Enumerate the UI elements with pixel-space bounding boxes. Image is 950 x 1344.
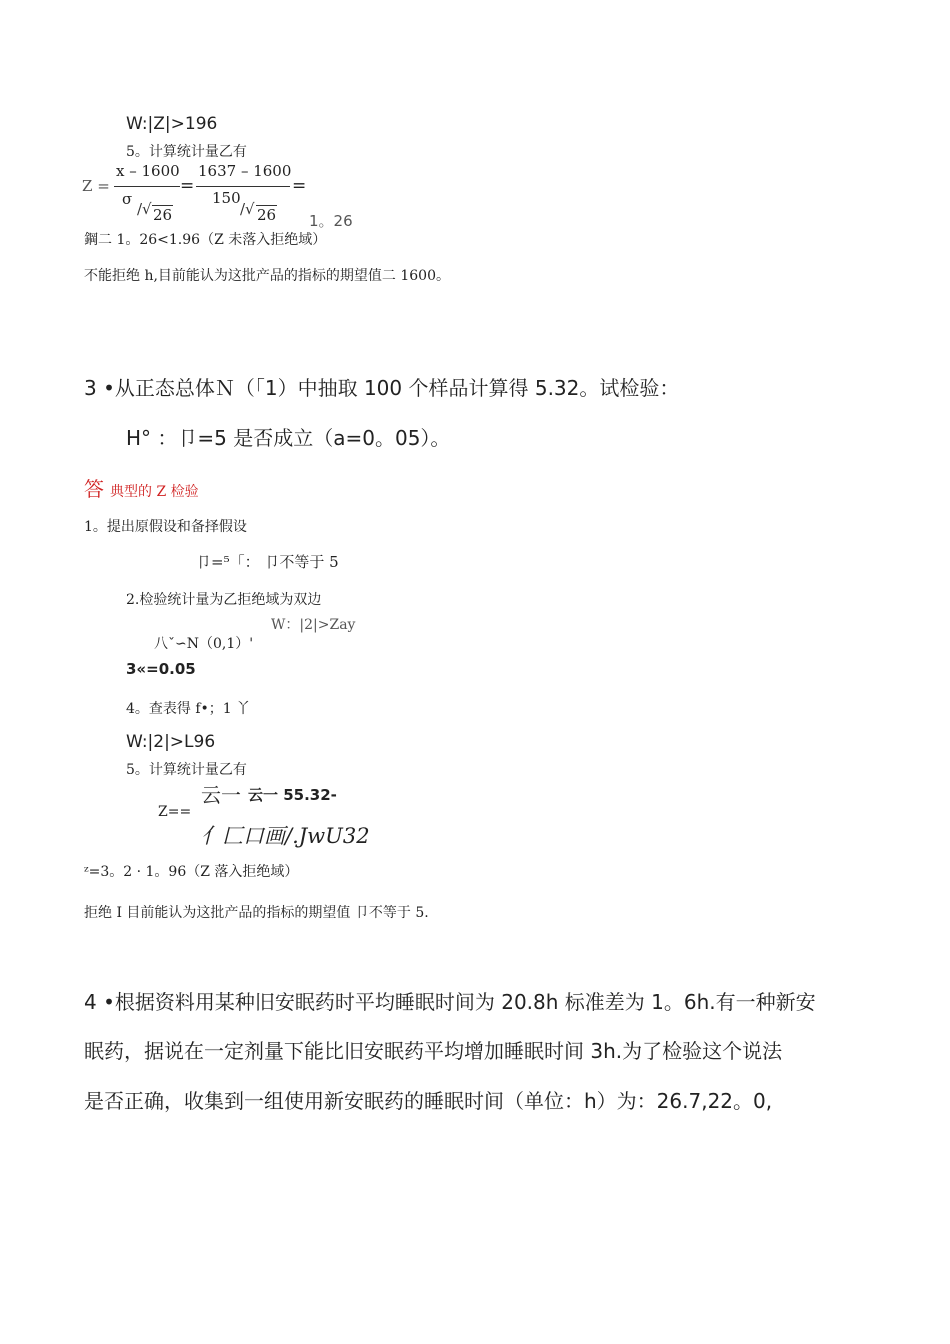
step-5-label-q3: 5。计算统计量乙有 xyxy=(126,762,247,778)
distribution-line: 八ˇ∽N（0,1）' xyxy=(154,636,254,652)
formula-top-value: 云一 55.32- xyxy=(248,786,337,804)
fraction-1-numerator: x – 1600 xyxy=(116,162,180,180)
fraction-2-denominator: 150 xyxy=(212,189,241,207)
z-equals-label: Z== xyxy=(158,804,192,820)
z-label: Z = xyxy=(82,177,110,195)
equals-sign-2: = xyxy=(292,176,307,196)
answer-title: 典型的 Z 检验 xyxy=(110,484,199,500)
sqrt-icon: /√ xyxy=(137,200,152,218)
step-2-label: 2.检验统计量为乙拒绝域为双边 xyxy=(126,592,322,608)
question-4-line-1: 4 •根据资料用某种旧安眠药时平均睡眠时间为 20.8h 标准差为 1。6h.有一种新安 xyxy=(84,990,816,1014)
formula-top-char: 云一 xyxy=(201,783,241,807)
fraction-1-sqrt-value: 26 xyxy=(153,206,173,224)
answer-mark: 答 xyxy=(84,477,104,501)
fraction-1-bar xyxy=(114,186,180,187)
formula-bottom: 亻匚口画/.JwU32 xyxy=(201,824,370,848)
question-3-line-2: H° ：卩=5 是否成立（a=0。05）。 xyxy=(126,426,451,450)
rejection-region-line: W:|Z|>196 xyxy=(126,114,218,134)
z-result-line: ᶻ=3。2 · 1。96（Z 落入拒绝域） xyxy=(84,864,299,880)
z-result: 1。26 xyxy=(309,212,353,230)
step-4-label: 4。查表得 f•；1 丫 xyxy=(126,701,251,717)
conclusion-line: 不能拒绝 h,目前能认为这批产品的指标的期望值二 1600。 xyxy=(84,268,450,284)
sqrt-icon: /√ xyxy=(240,200,255,218)
rejection-region-l96: W:|2|>L96 xyxy=(126,732,216,752)
fraction-2-bar xyxy=(196,186,290,187)
hypotheses: 卩=⁵「： 卩不等于 5 xyxy=(196,553,339,571)
question-3-line-1: 3 •从正态总体Ｎ（「1）中抽取 100 个样品计算得 5.32。试检验： xyxy=(84,376,680,400)
equals-sign-1: = xyxy=(180,176,195,196)
question-4-line-3: 是否正确，收集到一组使用新安眠药的睡眠时间（单位：h）为：26.7,22。0, xyxy=(84,1089,773,1113)
question-4-line-2: 眠药，据说在一定剂量下能比旧安眠药平均增加睡眠时间 3h.为了检验这个说法 xyxy=(84,1039,783,1063)
fraction-2-numerator: 1637 – 1600 xyxy=(198,162,292,180)
fraction-1-sigma: σ xyxy=(122,190,133,208)
fraction-2-sqrt-value: 26 xyxy=(257,206,277,224)
alpha-line: 3«=0.05 xyxy=(126,660,196,678)
step-1-label: 1。提出原假设和备择假设 xyxy=(84,519,247,535)
step-5-label: 5。计算统计量乙有 xyxy=(126,144,247,160)
comparison-line: 鋼二 1。26<1.96（Z 未落入拒绝域） xyxy=(84,232,327,248)
rejection-region-zay: W：|2|>Zay xyxy=(271,617,356,633)
conclusion-line-q3: 拒绝 I 目前能认为这批产品的指标的期望值 卩不等于 5. xyxy=(84,905,429,921)
